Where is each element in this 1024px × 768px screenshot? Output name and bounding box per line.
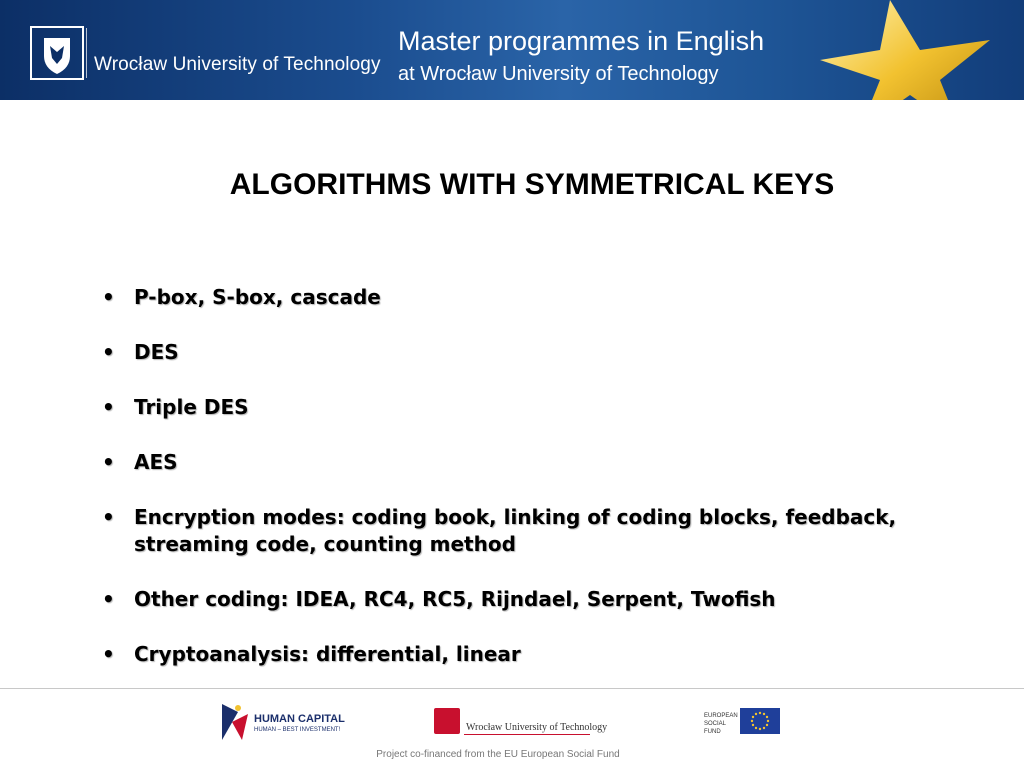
bullet-icon: • (102, 450, 115, 474)
footer-divider (0, 688, 1024, 689)
bullet-icon: • (102, 340, 115, 364)
esf-label: EUROPEAN SOCIAL FUND (704, 713, 738, 735)
cofinanced-note: Project co-financed from the EU European Social Fund (376, 749, 620, 760)
list-item: • Encryption modes: coding book, linking of coding blocks, feedback, streaming code, counting method (102, 505, 897, 556)
logo-divider (86, 28, 87, 78)
university-name: Wrocław University of Technology (94, 54, 381, 75)
eu-flag-icon (740, 708, 780, 734)
human-capital-subtitle: HUMAN – BEST INVESTMENT! (254, 727, 341, 733)
pwr-underline (464, 734, 590, 735)
list-item: • Other coding: IDEA, RC4, RC5, Rijndael, Serpent, Twofish (102, 587, 776, 611)
header-banner (0, 0, 1024, 100)
university-eagle-logo (30, 26, 84, 80)
programme-subtitle: at Wrocław University of Technology (398, 63, 719, 85)
human-capital-logo (218, 700, 258, 744)
list-item: • P-box, S-box, cascade (102, 285, 381, 309)
pwr-crest-icon (434, 708, 460, 734)
bullet-icon: • (102, 505, 115, 529)
gold-star-decoration (800, 0, 1024, 100)
programme-title: Master programmes in English (398, 26, 765, 56)
list-item: • AES (102, 450, 178, 474)
list-item: • Cryptoanalysis: differential, linear (102, 642, 521, 666)
bullet-icon: • (102, 587, 115, 611)
list-item: • Triple DES (102, 395, 249, 419)
bullet-icon: • (102, 642, 115, 666)
human-capital-title: HUMAN CAPITAL (254, 713, 345, 725)
pwr-footer-name: Wrocław University of Technology (466, 722, 608, 733)
topic-list (100, 284, 900, 696)
bullet-icon: • (102, 285, 115, 309)
bullet-icon: • (102, 395, 115, 419)
list-item: • DES (102, 340, 179, 364)
slide-title-text: ALGORITHMS WITH SYMMETRICAL KEYS (229, 168, 835, 201)
slide-title (0, 168, 1024, 202)
